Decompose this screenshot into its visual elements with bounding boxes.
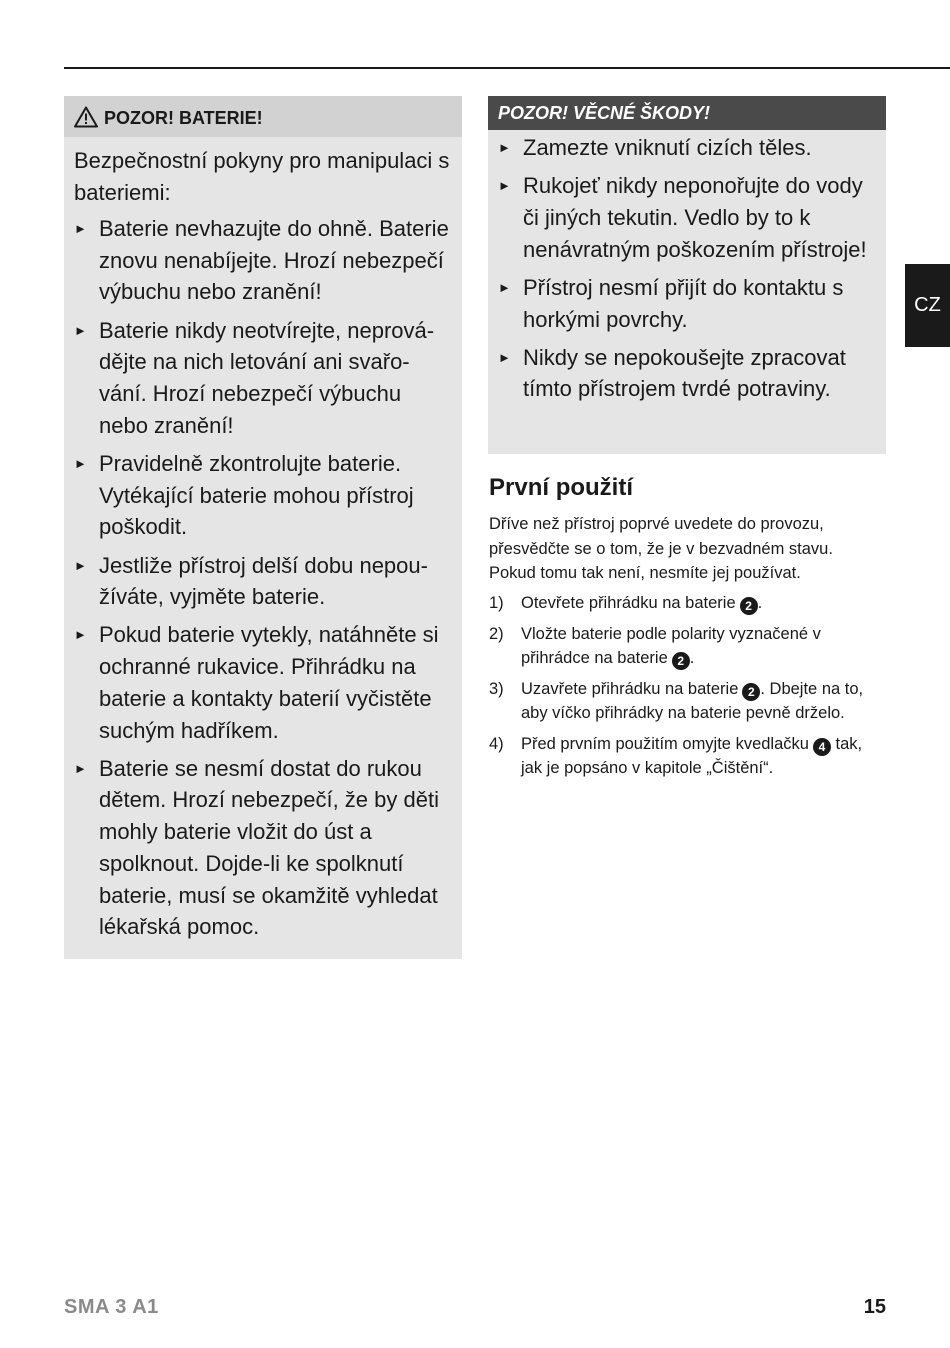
section-intro: Dříve než přístroj poprvé uvedete do provozu, přesvědčte se o tom, že je v bezvadném stavu. Pokud tomu tak není, nesmíte jej používat. <box>489 515 833 582</box>
list-item: ► Pravidelně zkontrolujte baterie. Vytékající baterie mohou přístroj poškodit. <box>74 448 454 543</box>
step-text-after: . <box>757 594 763 612</box>
damage-warning-title: POZOR! VĚCNÉ ŠKODY! <box>498 102 711 123</box>
step-item <box>489 591 874 616</box>
list-item: ► Přístroj nesmí přijít do kontaktu s horkými povrchy. <box>498 272 878 335</box>
step-text-after: tak, jak je popsáno v kapitole „Čištění“. <box>521 734 863 777</box>
battery-warning-box <box>64 96 462 959</box>
arrow-bullet-icon: ► <box>74 627 87 643</box>
language-tab <box>905 264 950 347</box>
arrow-bullet-icon: ► <box>74 760 87 776</box>
battery-warning-title: POZOR! BATERIE! <box>104 108 263 128</box>
top-rule <box>64 67 950 69</box>
battery-warning-list <box>64 209 462 943</box>
list-item: ► Baterie nevhazujte do ohně. Baterie znovu nenabíjejte. Hrozí nebezpečí výbuchu nebo zranění! <box>74 213 454 308</box>
list-item: ► Jestliže přístroj delší dobu nepou-žíváte, vyjměte baterie. <box>74 550 454 613</box>
footer-model-name: SMA 3 A1 <box>64 1296 159 1318</box>
step-number: 4) <box>489 734 504 753</box>
list-item: ► Rukojeť nikdy neponořujte do vody či jiných tekutin. Vedlo by to k nenávratným poškozením přístroje! <box>498 170 878 265</box>
step-text-after: . Dbejte na to, aby víčko přihrádky na baterie pevně drželo. <box>521 679 864 722</box>
arrow-bullet-icon: ► <box>74 322 87 338</box>
part-number-badge: 2 <box>740 597 758 615</box>
part-number-badge: 2 <box>672 652 690 670</box>
step-item <box>489 677 874 726</box>
step-number: 2) <box>489 624 504 643</box>
language-tab-label: CZ <box>914 294 941 316</box>
step-item <box>489 732 874 781</box>
battery-warning-intro: Bezpečnostní pokyny pro manipulaci s bateriemi: <box>74 148 450 205</box>
damage-warning-header <box>488 96 886 130</box>
first-use-steps <box>489 591 874 787</box>
step-text-after: . <box>689 649 695 667</box>
step-text: Otevřete přihrádku na baterie <box>521 594 736 612</box>
arrow-bullet-icon: ► <box>498 279 511 295</box>
step-text: Před prvním použitím omyjte kvedlačku <box>521 734 809 753</box>
list-item: ► Baterie se nesmí dostat do rukou dětem. Hrozí nebezpečí, že by děti mohly baterie vložit do úst a spolknout. Dojde-li ke spolknutí baterie, musí se okamžitě vyhledat lékařská pomoc. <box>74 753 454 943</box>
step-text: Vložte baterie podle polarity vyznačené v přihrádce na baterie <box>521 624 821 667</box>
step-text: Uzavřete přihrádku na baterie <box>521 679 739 698</box>
battery-warning-header <box>64 96 462 137</box>
arrow-bullet-icon: ► <box>498 178 511 194</box>
damage-warning-box <box>488 96 886 454</box>
list-item: ► Zamezte vniknutí cizích těles. <box>498 132 878 164</box>
damage-warning-list <box>488 130 886 405</box>
step-number: 3) <box>489 679 504 698</box>
list-item: ► Nikdy se nepokoušejte zpracovat tímto přístrojem tvrdé potraviny. <box>498 342 878 405</box>
step-item <box>489 622 874 671</box>
part-number-badge: 2 <box>742 683 760 701</box>
arrow-bullet-icon: ► <box>74 455 87 471</box>
arrow-bullet-icon: ► <box>498 140 511 155</box>
arrow-bullet-icon: ► <box>74 221 87 236</box>
warning-triangle-icon <box>74 106 98 128</box>
list-item: ► Pokud baterie vytekly, natáhněte si ochranné rukavice. Přihrádku na baterie a kontakty baterií vyčistěte suchým hadříkem. <box>74 619 454 746</box>
arrow-bullet-icon: ► <box>74 557 87 573</box>
step-number: 1) <box>489 594 504 612</box>
footer-page-number: 15 <box>863 1296 886 1318</box>
arrow-bullet-icon: ► <box>498 349 511 365</box>
part-number-badge: 4 <box>813 738 831 756</box>
section-title: První použití <box>489 474 633 501</box>
list-item: ► Baterie nikdy neotvírejte, neprová-dějte na nich letování ani svařo-vání. Hrozí nebezpečí výbuchu nebo zranění! <box>74 315 454 442</box>
